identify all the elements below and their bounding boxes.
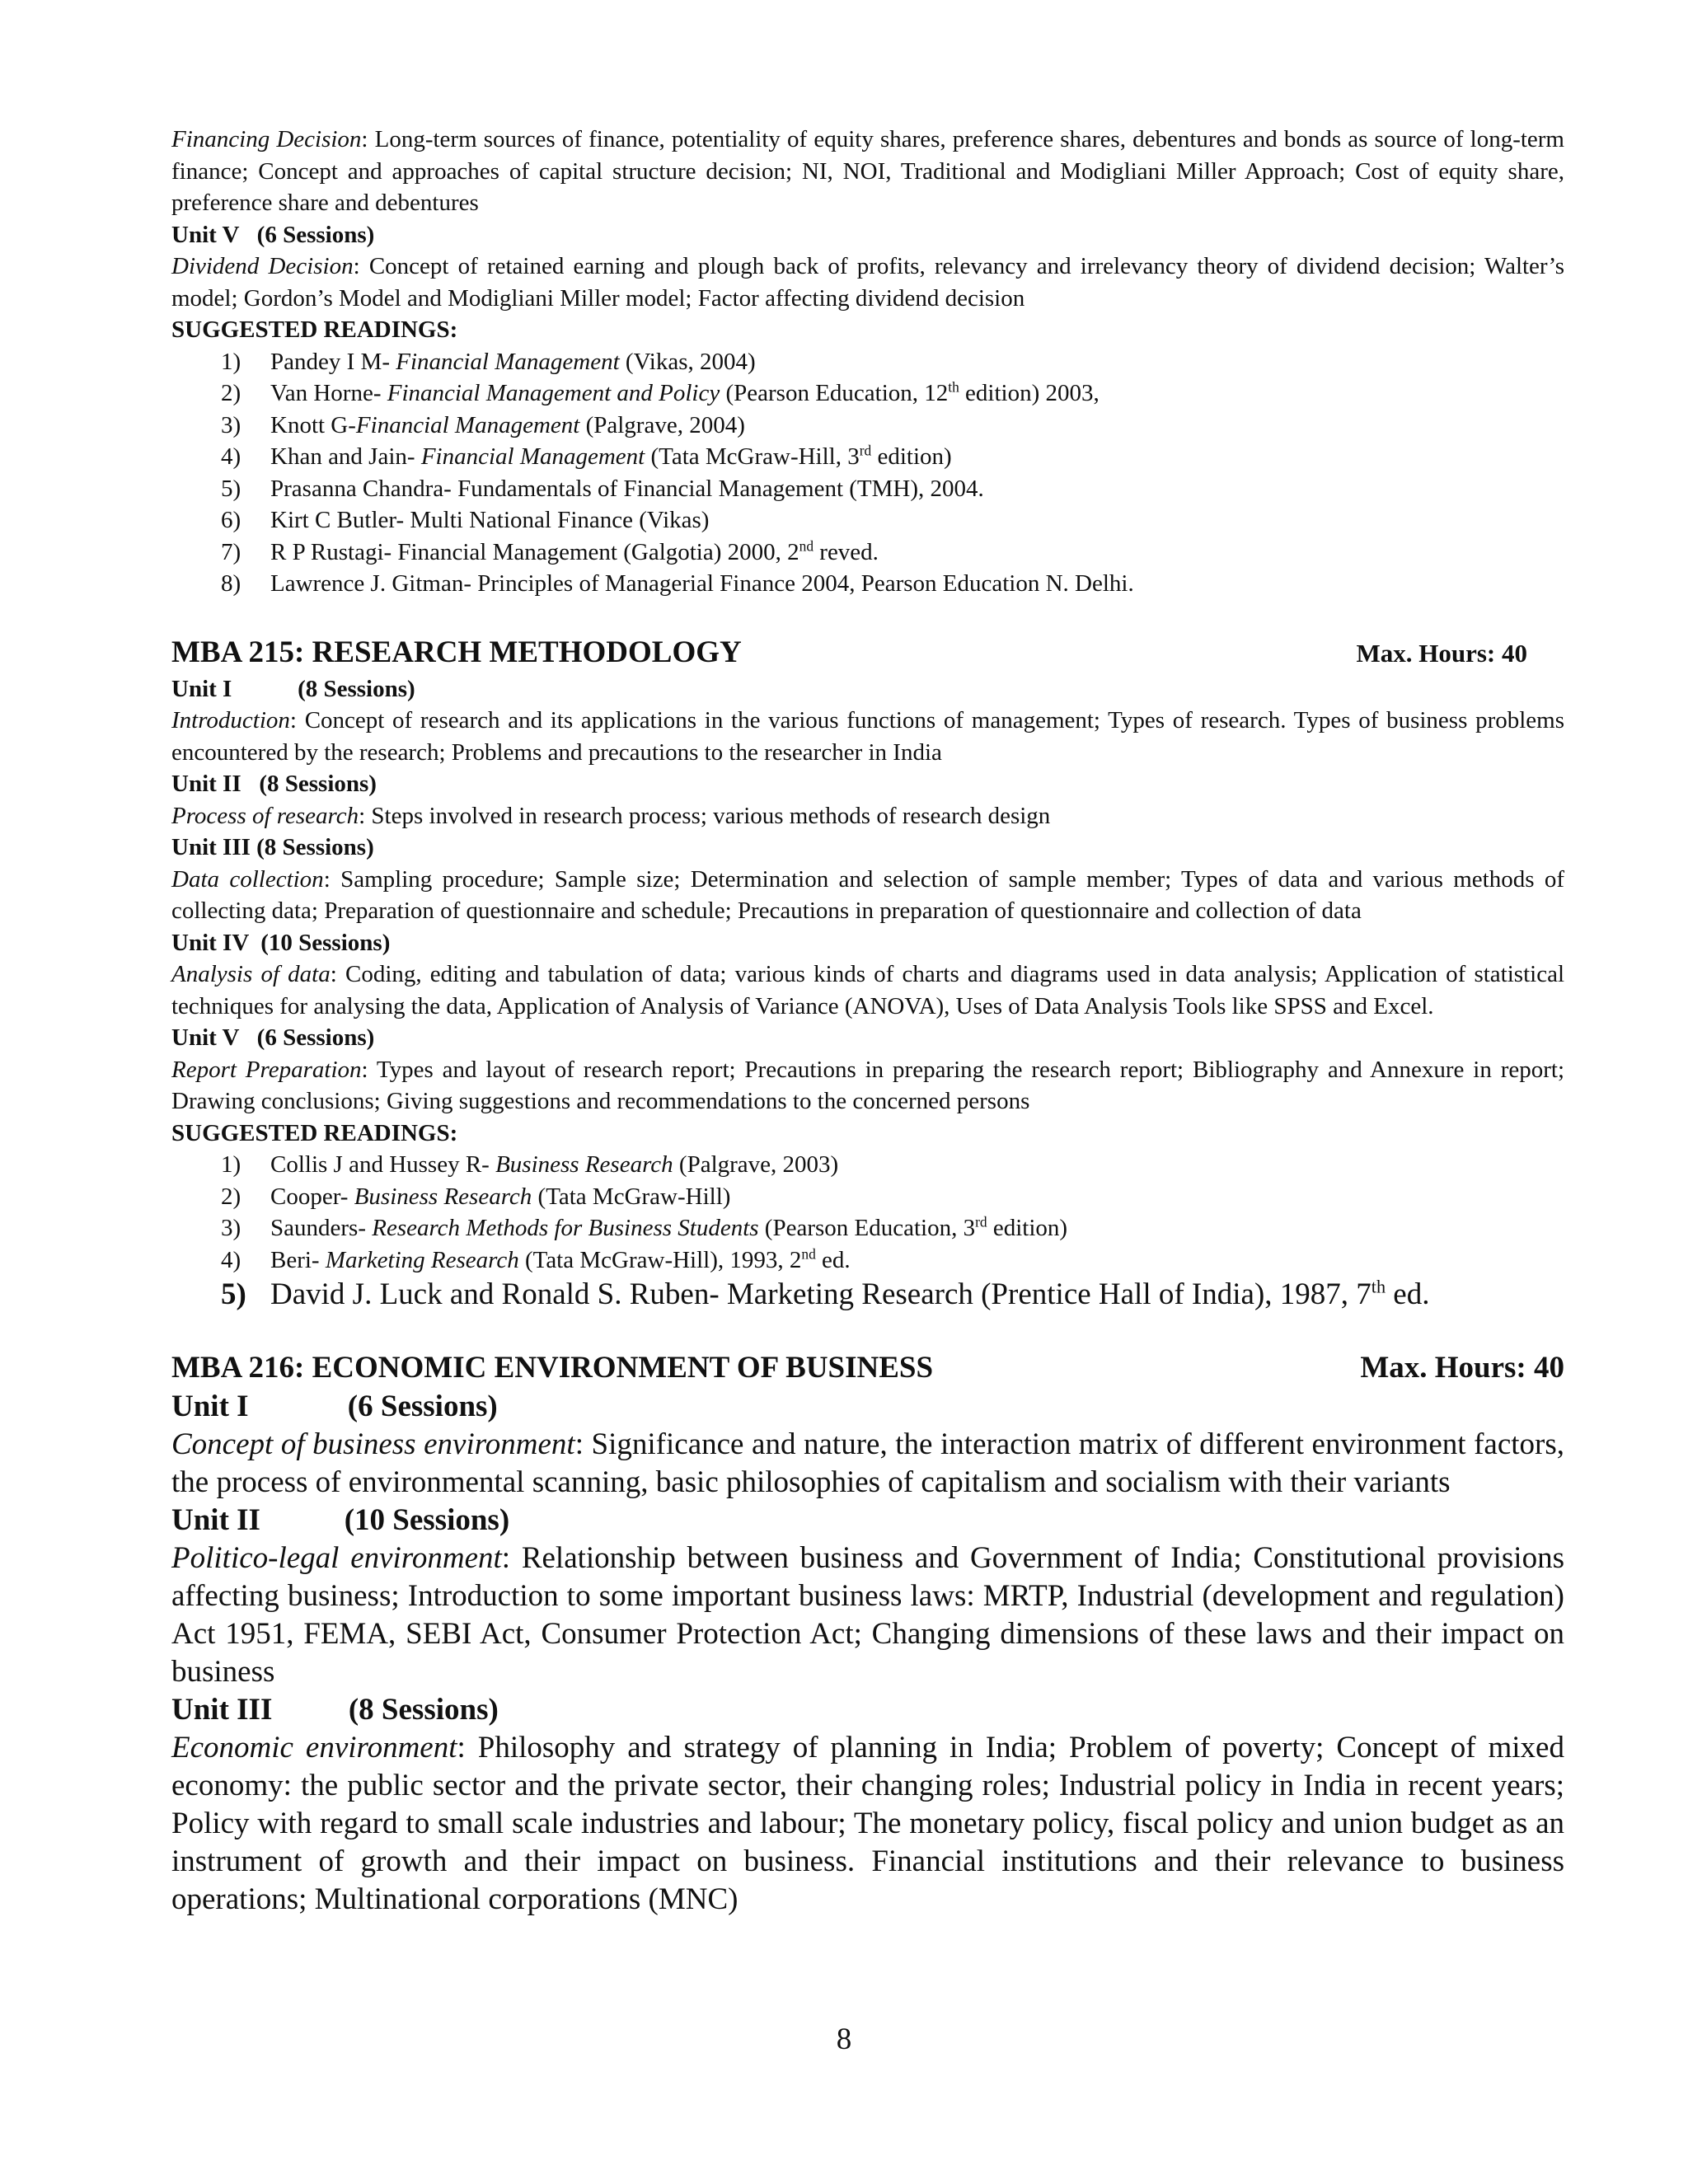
financing-decision-paragraph <box>171 124 1564 219</box>
reading-item <box>171 504 1564 537</box>
reading-number: 2) <box>221 1183 241 1210</box>
ordinal-suffix: rd <box>859 442 872 459</box>
reading-title: Business Research <box>495 1151 673 1178</box>
unit-heading: Unit V (6 Sessions) <box>171 221 375 248</box>
topic-label: Introduction <box>171 707 290 733</box>
section-spacer <box>171 1314 1564 1348</box>
financing-decision-text: : Long-term sources of finance, potentiality of equity shares, preference shares, debentures and bonds as source of long-term finance; Concept and approaches of capital structure decision; NI, NOI, Traditional and Modigliani Miller Approach; Cost of equity share, preference share and debentures <box>171 126 1564 216</box>
reading-item <box>171 441 1564 473</box>
unit-heading: Unit II (8 Sessions) <box>171 771 377 797</box>
reading-text: (Tata McGraw-Hill, 3 <box>645 443 860 470</box>
reading-text: ed. <box>815 1246 851 1273</box>
max-hours: Max. Hours: 40 <box>1356 638 1527 668</box>
reading-text: R P Rustagi- Financial Management (Galgotia) 2000, 2 <box>270 538 799 565</box>
reading-item <box>171 537 1564 569</box>
topic-text: : Concept of research and its applications in the various functions of management; Types of research. Types of business problems encountered by the research; Problems and precautions to the researcher in India <box>171 707 1564 766</box>
unit-paragraph <box>171 1729 1564 1919</box>
ordinal-suffix: nd <box>799 537 814 554</box>
topic-label: Process of research <box>171 802 359 829</box>
ordinal-suffix: rd <box>975 1213 987 1230</box>
topic-text: : Relationship between business and Government of India; Constitutional provisions affecting business; Introduction to some important business laws: MRTP, Industrial (development and regulation) Act 1951, FEMA, SEBI Act, Consumer Protection Act; Changing dimensions of these laws and their impact on business <box>171 1541 1564 1689</box>
unit-paragraph <box>171 864 1564 927</box>
reading-text: ed. <box>1386 1277 1430 1311</box>
finance-readings-list <box>171 346 1564 600</box>
reading-text: reved. <box>814 538 879 565</box>
ordinal-suffix: th <box>1371 1276 1386 1297</box>
reading-number: 3) <box>221 411 241 438</box>
reading-text: (Pearson Education, 3 <box>758 1215 976 1241</box>
reading-text: David J. Luck and Ronald S. Ruben- Marketing Research (Prentice Hall of India), 1987, 7 <box>270 1277 1372 1311</box>
unit-paragraph <box>171 800 1564 832</box>
reading-title: Marketing Research <box>325 1246 519 1273</box>
course-section-mba216 <box>171 1348 1564 1919</box>
ordinal-suffix: nd <box>801 1244 816 1262</box>
unit-heading: Unit III (8 Sessions) <box>171 1693 499 1727</box>
section-spacer <box>171 600 1564 633</box>
topic-label: Data collection <box>171 865 324 893</box>
unit-heading: Unit II (10 Sessions) <box>171 1503 510 1537</box>
reading-number: 1) <box>221 1151 241 1178</box>
reading-text: Saunders- <box>270 1215 373 1241</box>
reading-title: Financial Management and Policy <box>387 380 720 406</box>
dividend-decision-label: Dividend Decision <box>171 253 354 279</box>
topic-label: Politico-legal environment <box>171 1541 502 1575</box>
reading-number: 8) <box>221 570 241 597</box>
reading-item <box>171 346 1564 378</box>
reading-number: 4) <box>221 1246 241 1273</box>
unit-heading: Unit III (8 Sessions) <box>171 834 374 860</box>
reading-text: Collis J and Hussey R- <box>270 1151 496 1178</box>
unit-paragraph <box>171 1540 1564 1691</box>
unit-heading: Unit I (6 Sessions) <box>171 1390 498 1423</box>
topic-label: Report Preparation <box>171 1056 362 1083</box>
max-hours: Max. Hours: 40 <box>1360 1351 1564 1385</box>
topic-text: : Sampling procedure; Sample size; Determination and selection of sample member; Types of data and various methods of collecting data; Preparation of questionnaire and schedule; Precautions in preparation of questionnaire and collection of data <box>171 865 1564 924</box>
reading-number: 5) <box>221 1277 246 1311</box>
reading-text: Cooper- <box>270 1183 354 1210</box>
course-heading-mba215 <box>171 633 1564 673</box>
dividend-decision-text: : Concept of retained earning and plough back of profits, relevancy and irrelevancy theory of dividend decision; Walter’s model; Gordon’s Model and Modigliani Miller model; Factor affecting dividend decision <box>171 253 1565 312</box>
reading-number: 6) <box>221 507 241 533</box>
reading-item <box>171 377 1564 410</box>
reading-item <box>171 473 1564 505</box>
financing-decision-label: Financing Decision <box>171 126 362 152</box>
reading-number: 7) <box>221 538 241 565</box>
unit-heading: Unit V (6 Sessions) <box>171 1024 375 1051</box>
suggested-readings-heading: SUGGESTED READINGS: <box>171 316 458 343</box>
reading-item <box>171 1181 1564 1213</box>
reading-number: 4) <box>221 443 241 470</box>
unit-heading: Unit I (8 Sessions) <box>171 675 415 702</box>
reading-title: Financial Management <box>355 411 580 438</box>
reading-text: Lawrence J. Gitman- Principles of Managerial Finance 2004, Pearson Education N. Delhi. <box>270 570 1134 597</box>
reading-item <box>171 568 1564 600</box>
reading-text: Beri- <box>270 1246 326 1273</box>
topic-text: : Philosophy and strategy of planning in India; Problem of poverty; Concept of mixed economy: the public sector and the private sector, their changing roles; Industrial policy in India in recent years; Policy with regard to small scale industries and labour; The monetary policy, fiscal policy and union budget as an instrument of growth and their impact on business. Financial institutions and their relevance to business operations; Multinational corporations (MNC) <box>171 1731 1564 1916</box>
topic-label: Economic environment <box>171 1731 457 1765</box>
reading-item <box>171 1244 1564 1277</box>
course-title: MBA 216: ECONOMIC ENVIRONMENT OF BUSINESS <box>171 1351 934 1385</box>
dividend-decision-paragraph <box>171 251 1564 314</box>
research-readings-list <box>171 1149 1564 1314</box>
reading-text: edition) 2003, <box>959 380 1100 406</box>
reading-number: 5) <box>221 475 241 502</box>
unit-paragraph <box>171 1426 1564 1502</box>
reading-title: Financial Management <box>396 348 620 375</box>
reading-text: (Vikas, 2004) <box>619 348 756 375</box>
page-number: 8 <box>836 2022 852 2056</box>
course-title: MBA 215: RESEARCH METHODOLOGY <box>171 635 742 669</box>
unit-paragraph <box>171 1054 1564 1118</box>
reading-title: Business Research <box>354 1183 532 1210</box>
reading-text: (Tata McGraw-Hill), 1993, 2 <box>518 1246 802 1273</box>
reading-text: (Pearson Education, 12 <box>720 380 949 406</box>
topic-text: : Significance and nature, the interaction matrix of different environment factors, the process of environmental scanning, basic philosophies of capitalism and socialism with their variants <box>171 1427 1564 1499</box>
reading-text: (Tata McGraw-Hill) <box>532 1183 731 1210</box>
unit-heading: Unit IV (10 Sessions) <box>171 929 391 956</box>
reading-text: (Palgrave, 2004) <box>579 411 745 438</box>
reading-text: Knott G- <box>270 411 356 438</box>
reading-number: 2) <box>221 380 241 406</box>
reading-item <box>171 1212 1564 1244</box>
topic-label: Concept of business environment <box>171 1427 575 1461</box>
topic-text: : Coding, editing and tabulation of data; various kinds of charts and diagrams used in data analysis; Application of statistical techniques for analysing the data, Application of Analysis of Variance (ANOVA), Uses of Data Analysis Tools like SPSS and Excel. <box>171 961 1564 1019</box>
reading-title: Research Methods for Business Students <box>372 1215 759 1241</box>
reading-text: Kirt C Butler- Multi National Finance (Vikas) <box>270 507 710 533</box>
topic-label: Analysis of data <box>171 961 331 987</box>
topic-text: : Steps involved in research process; various methods of research design <box>359 802 1051 829</box>
course-heading-mba216 <box>171 1348 1564 1388</box>
reading-text: edition) <box>871 443 952 470</box>
reading-text: Khan and Jain- <box>270 443 421 470</box>
reading-text: (Palgrave, 2003) <box>673 1151 839 1178</box>
document-page <box>171 124 1564 1919</box>
unit-paragraph <box>171 705 1564 768</box>
ordinal-suffix: th <box>948 378 959 396</box>
reading-item <box>171 410 1564 442</box>
reading-item <box>171 1276 1564 1314</box>
reading-number: 3) <box>221 1215 241 1241</box>
suggested-readings-heading: SUGGESTED READINGS: <box>171 1119 458 1146</box>
reading-text: edition) <box>987 1215 1068 1241</box>
reading-text: Pandey I M- <box>270 348 396 375</box>
reading-text: Prasanna Chandra- Fundamentals of Financial Management (TMH), 2004. <box>270 475 984 502</box>
topic-text: : Types and layout of research report; Precautions in preparing the research report; Bibliography and Annexure in report; Drawing conclusions; Giving suggestions and recommendations to the concerned persons <box>171 1056 1565 1114</box>
reading-title: Financial Management <box>420 443 645 470</box>
reading-item <box>171 1149 1564 1181</box>
unit-paragraph <box>171 958 1564 1022</box>
reading-text: Van Horne- <box>270 380 387 406</box>
reading-number: 1) <box>221 348 241 375</box>
